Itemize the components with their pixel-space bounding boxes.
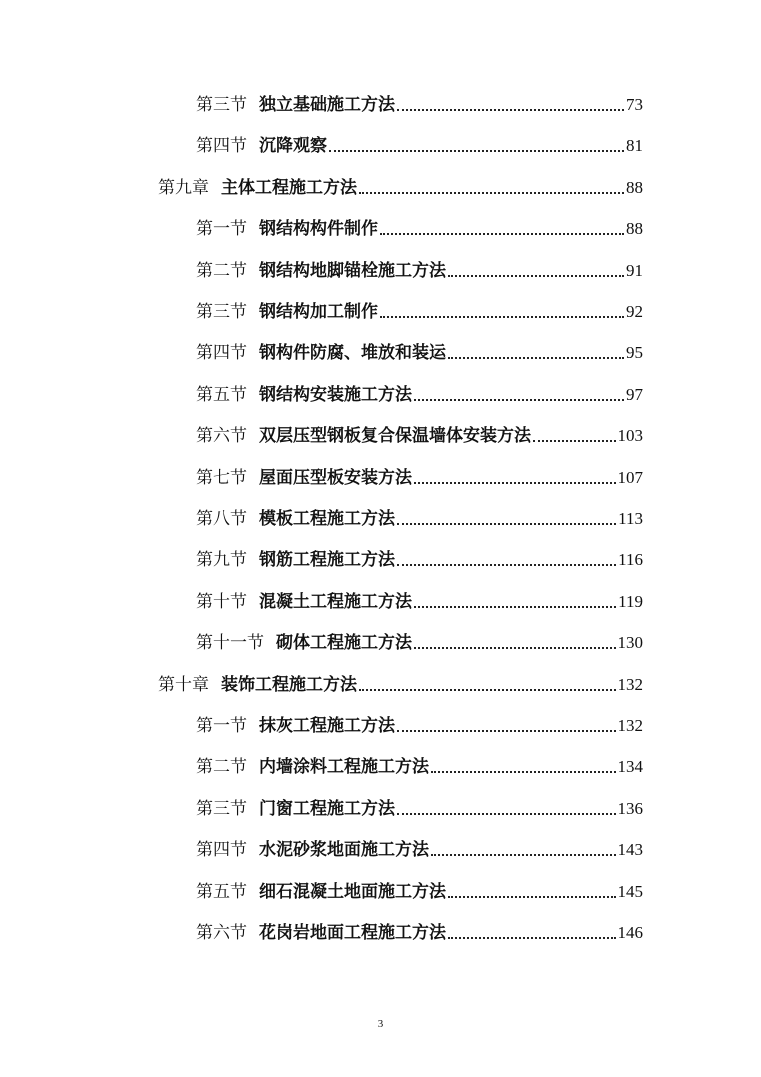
toc-entry-page-number: 132 bbox=[617, 674, 643, 694]
toc-dot-leader bbox=[397, 545, 616, 575]
toc-dot-leader bbox=[414, 463, 616, 493]
toc-entry-page-number: 73 bbox=[626, 95, 643, 114]
toc-entry-title: 模板工程施工方法 bbox=[259, 509, 395, 529]
toc-dot-leader bbox=[380, 297, 624, 327]
toc-entry-page-number: 107 bbox=[617, 467, 643, 487]
toc-entry-title: 细石混凝土地面施工方法 bbox=[259, 881, 446, 902]
toc-entry-title: 水泥砂浆地面施工方法 bbox=[259, 840, 429, 861]
toc-entry-number: 第七节 bbox=[196, 467, 247, 488]
page-number: 3 bbox=[377, 1018, 384, 1030]
toc-dot-leader bbox=[448, 256, 624, 286]
toc-dot-leader bbox=[431, 752, 616, 782]
toc-entry-number: 第三节 bbox=[196, 798, 247, 819]
toc-dot-leader bbox=[397, 90, 624, 120]
toc-entry-page-number: 134 bbox=[617, 757, 643, 777]
toc-entry-title: 砌体工程施工方法 bbox=[276, 633, 412, 654]
toc-dot-leader bbox=[380, 214, 624, 244]
toc-dot-leader bbox=[414, 380, 624, 410]
toc-entry-title: 钢结构构件制作 bbox=[259, 219, 378, 240]
toc-section-entry[interactable] bbox=[196, 463, 643, 493]
toc-entry-title: 钢结构加工制作 bbox=[259, 302, 378, 322]
toc-section-entry[interactable] bbox=[196, 297, 643, 327]
toc-section-entry[interactable] bbox=[196, 752, 643, 782]
toc-section-entry[interactable] bbox=[196, 421, 643, 451]
toc-entry-page-number: 91 bbox=[626, 260, 643, 280]
toc-entry-page-number: 103 bbox=[617, 426, 643, 446]
toc-entry-title: 花岗岩地面工程施工方法 bbox=[259, 923, 446, 943]
toc-entry-title: 抹灰工程施工方法 bbox=[259, 716, 395, 736]
toc-chapter-entry[interactable] bbox=[158, 173, 643, 203]
toc-entry-page-number: 88 bbox=[626, 177, 643, 197]
toc-section-entry[interactable] bbox=[196, 877, 643, 907]
toc-dot-leader bbox=[414, 587, 616, 617]
toc-entry-page-number: 146 bbox=[617, 923, 643, 942]
toc-entry-number: 第八节 bbox=[196, 509, 247, 529]
toc-section-entry[interactable] bbox=[196, 131, 643, 161]
toc-dot-leader bbox=[329, 131, 624, 161]
toc-entry-title: 混凝土工程施工方法 bbox=[259, 591, 412, 612]
toc-entry-number: 第二节 bbox=[196, 757, 247, 778]
toc-dot-leader bbox=[448, 877, 616, 907]
toc-entry-title: 沉降观察 bbox=[259, 136, 327, 157]
toc-entry-page-number: 130 bbox=[617, 633, 643, 653]
toc-entry-number: 第九节 bbox=[196, 550, 247, 571]
toc-entry-title: 屋面压型板安装方法 bbox=[259, 467, 412, 488]
toc-entry-page-number: 145 bbox=[617, 881, 643, 901]
toc-dot-leader bbox=[414, 628, 616, 658]
toc-entry-page-number: 95 bbox=[626, 343, 643, 363]
toc-section-entry[interactable] bbox=[196, 214, 643, 244]
toc-section-entry[interactable] bbox=[196, 918, 643, 948]
toc-dot-leader bbox=[397, 711, 616, 741]
toc-section-entry[interactable] bbox=[196, 545, 643, 575]
toc-section-entry[interactable] bbox=[196, 338, 643, 368]
toc-entry-page-number: 97 bbox=[626, 384, 643, 404]
toc-entry-title: 独立基础施工方法 bbox=[259, 95, 395, 115]
toc-entry-number: 第四节 bbox=[196, 840, 247, 861]
toc-section-entry[interactable] bbox=[196, 587, 643, 617]
toc-entry-title: 主体工程施工方法 bbox=[221, 177, 357, 198]
toc-section-entry[interactable] bbox=[196, 504, 643, 534]
toc-entry-page-number: 81 bbox=[626, 136, 643, 156]
toc-section-entry[interactable] bbox=[196, 794, 643, 824]
toc-section-entry[interactable] bbox=[196, 711, 643, 741]
toc-entry-number: 第十一节 bbox=[196, 633, 264, 654]
toc-entry-page-number: 92 bbox=[626, 302, 643, 321]
toc-section-entry[interactable] bbox=[196, 256, 643, 286]
toc-entry-title: 钢结构安装施工方法 bbox=[259, 384, 412, 405]
toc-entry-page-number: 113 bbox=[618, 509, 643, 528]
toc-entry-page-number: 136 bbox=[617, 798, 643, 818]
toc-dot-leader bbox=[397, 794, 616, 824]
toc-entry-title: 钢构件防腐、堆放和装运 bbox=[259, 343, 446, 364]
toc-entry-number: 第一节 bbox=[196, 219, 247, 240]
toc-section-entry[interactable] bbox=[196, 628, 643, 658]
toc-entry-number: 第一节 bbox=[196, 716, 247, 736]
toc-dot-leader bbox=[397, 504, 616, 534]
toc-entry-page-number: 132 bbox=[617, 716, 643, 735]
toc-entry-number: 第九章 bbox=[158, 177, 209, 198]
toc-section-entry[interactable] bbox=[196, 90, 643, 120]
toc-section-entry[interactable] bbox=[196, 835, 643, 865]
toc-dot-leader bbox=[533, 421, 616, 451]
toc-entry-number: 第五节 bbox=[196, 384, 247, 405]
toc-entry-number: 第六节 bbox=[196, 923, 247, 943]
toc-entry-title: 双层压型钢板复合保温墙体安装方法 bbox=[259, 426, 531, 447]
toc-entry-number: 第三节 bbox=[196, 302, 247, 322]
toc-entry-number: 第六节 bbox=[196, 426, 247, 447]
toc-dot-leader bbox=[359, 173, 624, 203]
toc-entry-number: 第十节 bbox=[196, 591, 247, 612]
toc-entry-title: 装饰工程施工方法 bbox=[221, 674, 357, 695]
toc-entry-number: 第十章 bbox=[158, 674, 209, 695]
toc-entry-number: 第四节 bbox=[196, 343, 247, 364]
toc-entry-number: 第二节 bbox=[196, 260, 247, 281]
toc-entry-page-number: 88 bbox=[626, 219, 643, 239]
toc-dot-leader bbox=[448, 338, 624, 368]
toc-entry-title: 钢结构地脚锚栓施工方法 bbox=[259, 260, 446, 281]
toc-chapter-entry[interactable] bbox=[158, 670, 643, 700]
toc-entry-number: 第三节 bbox=[196, 95, 247, 115]
toc-dot-leader bbox=[448, 918, 616, 948]
toc-entry-page-number: 119 bbox=[618, 591, 643, 611]
toc-dot-leader bbox=[431, 835, 616, 865]
toc-dot-leader bbox=[359, 670, 616, 700]
toc-entry-page-number: 116 bbox=[618, 550, 643, 570]
toc-entry-number: 第四节 bbox=[196, 136, 247, 157]
toc-section-entry[interactable] bbox=[196, 380, 643, 410]
toc-entry-number: 第五节 bbox=[196, 881, 247, 902]
toc-entry-title: 钢筋工程施工方法 bbox=[259, 550, 395, 571]
toc-entry-title: 门窗工程施工方法 bbox=[259, 798, 395, 819]
toc-entry-title: 内墙涂料工程施工方法 bbox=[259, 757, 429, 778]
toc-entry-page-number: 143 bbox=[617, 840, 643, 860]
